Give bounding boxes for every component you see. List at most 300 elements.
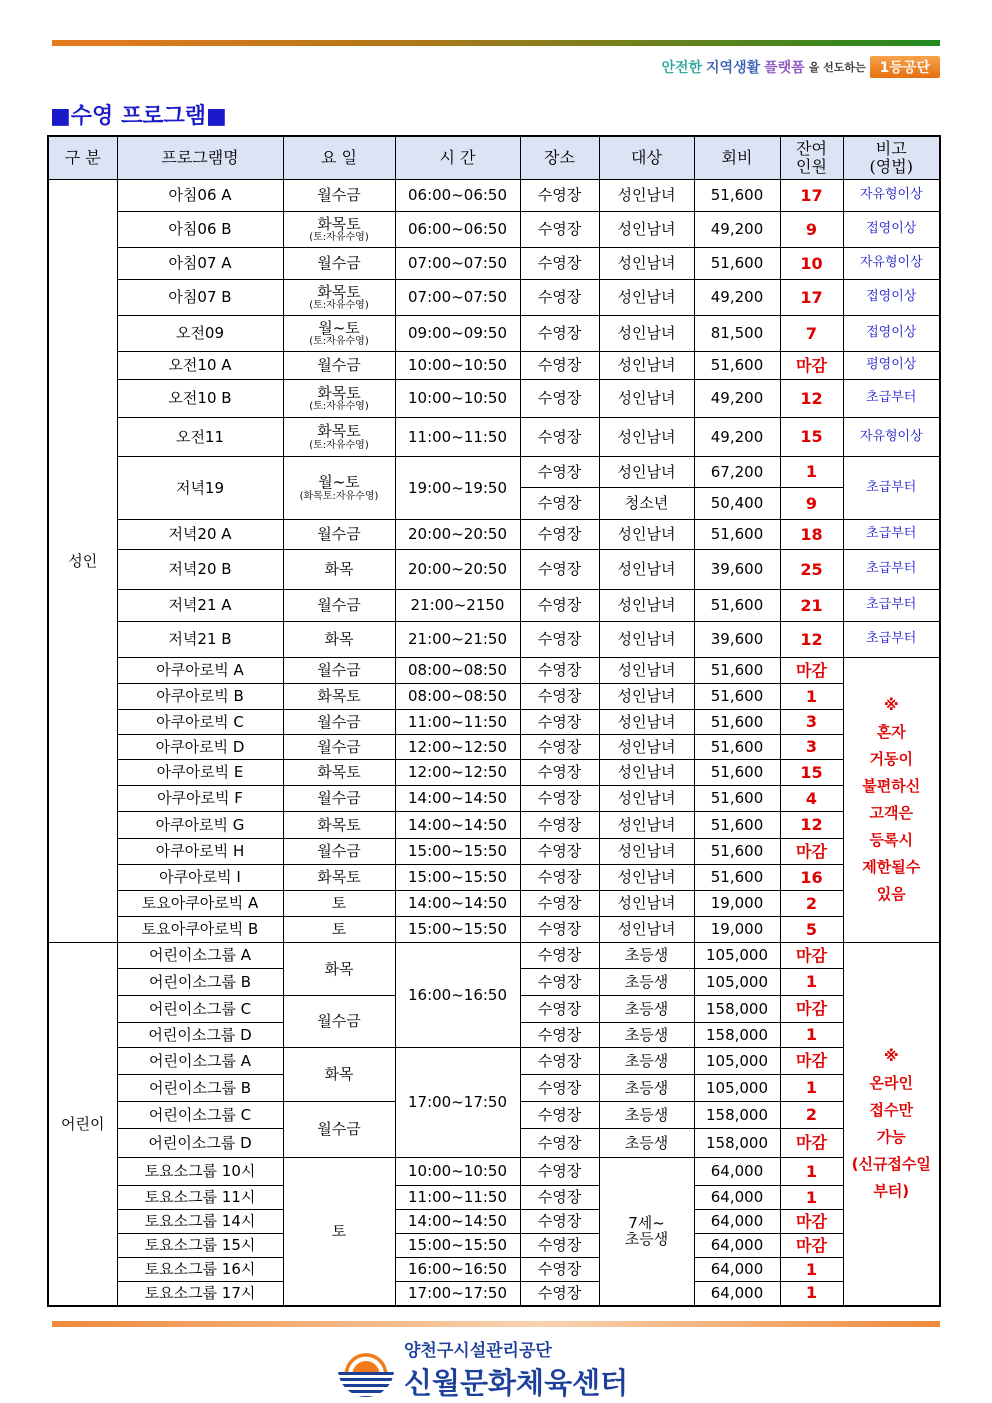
organization-name: 양천구시설관리공단 [404,1341,552,1361]
table-cell [780,212,843,248]
table-cell: 성인남녀 [599,760,694,786]
table-cell: 64,000 [694,1234,780,1258]
table-cell: 아쿠아로빅 E [117,760,283,786]
table-cell: 수영장 [520,212,599,248]
table-cell: 수영장 [520,969,599,996]
cell-text: 초급부터 [866,631,917,647]
cell-text: 12 [800,388,823,408]
cell-text: 17:00~17:50 [407,1093,508,1112]
table-cell: 20:00~20:50 [395,550,520,590]
table-cell: 아쿠아로빅 C [117,710,283,735]
cell-text: 월~토 [318,473,360,492]
table-cell: 성인남녀 [599,380,694,418]
cell-text: 화목토 [317,282,361,301]
table-cell: 저녁21 A [117,590,283,622]
column-header: 장소 [520,136,599,180]
table-cell [780,812,843,839]
table-cell: 성인남녀 [599,550,694,590]
table-cell [780,1282,843,1306]
table-cell [780,891,843,917]
table-cell [780,488,843,520]
cell-text: 2 [805,893,818,913]
table-cell: 39,600 [694,622,780,658]
table-cell: 수영장 [520,1102,599,1129]
table-cell: 14:00~14:50 [395,891,520,917]
table-cell: 초등생 [599,1102,694,1129]
cell-text: 5 [805,919,818,939]
table-cell: 64,000 [694,1158,780,1186]
table-cell: 수영장 [520,352,599,380]
column-header: 요 일 [283,136,395,180]
table-cell: 10:00~10:50 [395,1158,520,1186]
table-row [48,1282,940,1306]
table-row [48,248,940,280]
table-cell: 화목토 [283,865,395,891]
table-cell: 화목토 [283,684,395,710]
table-cell: 51,600 [694,710,780,735]
table-row [48,1258,940,1282]
table-cell: 월수금 [283,248,395,280]
cell-note: (토:자유수영) [309,401,369,413]
cell-note: (토:자유수영) [309,439,369,451]
table-cell: 15:00~15:50 [395,839,520,865]
table-cell [780,1048,843,1075]
table-cell [780,1210,843,1234]
table-cell: 수영장 [520,550,599,590]
table-cell [780,1234,843,1258]
top-divider [52,40,940,46]
cell-note: (토:자유수영) [309,336,369,348]
table-cell: 수영장 [520,1158,599,1186]
cell-text: 2 [805,1105,818,1125]
table-cell: 10:00~10:50 [395,352,520,380]
table-cell: 아침06 A [117,180,283,212]
table-cell: 수영장 [520,1234,599,1258]
table-cell: 14:00~14:50 [395,812,520,839]
cell-text: 마감 [796,999,827,1019]
cell-text: 월~토 [318,318,360,337]
table-cell [283,280,395,316]
cell-text: 화목 [324,1065,354,1084]
column-header: 비고 (영법) [843,136,940,180]
table-cell: 수영장 [520,590,599,622]
table-cell: 17:00~17:50 [395,1282,520,1306]
table-cell [283,996,395,1048]
table-cell [780,735,843,760]
table-cell: 아쿠아로빅 I [117,865,283,891]
table-row [48,520,940,550]
table-cell: 50,400 [694,488,780,520]
cell-text: 7 [805,323,818,343]
table-cell: 화목 [283,550,395,590]
table-cell: 초등생 [599,1075,694,1102]
cell-note: (화목토:자유수영) [299,490,379,502]
table-cell: 21:00~2150 [395,590,520,622]
slogan-banner [661,56,940,78]
table-cell: 아쿠아로빅 G [117,812,283,839]
slogan-part: 안전한 [661,60,703,76]
table-row [48,917,940,943]
table-cell: 12:00~12:50 [395,735,520,760]
table-cell: 51,600 [694,865,780,891]
table-cell: 성인남녀 [599,735,694,760]
table-cell: 51,600 [694,760,780,786]
table-cell [283,1158,395,1306]
table-row [48,1210,940,1234]
table-cell: 49,200 [694,280,780,316]
slogan-part: 을 선도하는 [808,61,866,74]
cell-text: 16:00~16:50 [407,985,508,1004]
table-row [48,457,940,488]
table-cell: 수영장 [520,520,599,550]
table-cell: 158,000 [694,1102,780,1129]
cell-text: 9 [805,493,818,513]
table-cell: 51,600 [694,812,780,839]
table-cell [843,590,940,622]
cell-note: (토:자유수영) [309,300,369,312]
table-cell [843,380,940,418]
cell-text: 12 [800,815,823,835]
table-cell: 수영장 [520,457,599,488]
table-row [48,865,940,891]
table-cell [843,550,940,590]
table-cell [395,457,520,520]
table-cell [780,658,843,684]
table-cell: 21:00~21:50 [395,622,520,658]
cell-text: 1 [805,462,818,482]
cell-text: 1 [805,972,818,992]
table-cell: 수영장 [520,839,599,865]
table-cell [843,658,940,943]
table-row [48,812,940,839]
table-cell: 수영장 [520,917,599,943]
table-cell: 07:00~07:50 [395,248,520,280]
table-cell: 15:00~15:50 [395,917,520,943]
cell-text: 화목토 [317,214,361,233]
cell-text: 16 [800,867,823,887]
table-row [48,280,940,316]
table-row [48,1234,940,1258]
table-cell: 수영장 [520,735,599,760]
table-row [48,316,940,352]
table-header-row [48,136,940,180]
table-cell: 토 [283,891,395,917]
table-cell: 성인남녀 [599,457,694,488]
table-cell: 수영장 [520,1048,599,1075]
table-cell: 수영장 [520,1282,599,1306]
cell-text: 평영이상 [866,357,917,373]
table-cell: 성인남녀 [599,316,694,352]
table-cell: 성인남녀 [599,865,694,891]
table-cell: 성인남녀 [599,520,694,550]
table-row [48,943,940,969]
table-cell: 14:00~14:50 [395,1210,520,1234]
table-cell: 오전10 A [117,352,283,380]
table-cell [843,457,940,520]
table-cell [283,316,395,352]
table-cell: 성인남녀 [599,180,694,212]
table-cell: 수영장 [520,865,599,891]
table-row [48,418,940,457]
table-cell: 105,000 [694,943,780,969]
cell-text: 1 [805,1259,818,1279]
cell-text: 초급부터 [866,561,917,577]
table-cell [843,520,940,550]
table-cell: 월수금 [283,786,395,812]
cell-text: 4 [805,788,818,808]
table-cell: 158,000 [694,996,780,1023]
table-cell: 저녁21 B [117,622,283,658]
table-cell: 아쿠아로빅 H [117,839,283,865]
cell-text: 마감 [796,355,827,375]
cell-text: 9 [805,219,818,239]
table-cell: 11:00~11:50 [395,418,520,457]
table-cell [780,996,843,1023]
table-cell: 수영장 [520,996,599,1023]
table-cell [780,1102,843,1129]
cell-note: (토:자유수영) [309,232,369,244]
table-cell: 수영장 [520,622,599,658]
table-cell [780,457,843,488]
cell-text: 1 [805,1025,818,1045]
cell-text: 저녁19 [175,478,225,497]
cell-text: 17 [800,185,823,205]
table-cell: 수영장 [520,380,599,418]
table-cell: 토요소그룹 11시 [117,1186,283,1210]
table-cell [395,1048,520,1158]
table-cell [780,1075,843,1102]
table-cell: 토요소그룹 14시 [117,1210,283,1234]
table-cell: 오전10 B [117,380,283,418]
table-cell: 성인남녀 [599,212,694,248]
table-row [48,786,940,812]
table-cell: 성인남녀 [599,917,694,943]
cell-text: 15 [800,427,823,447]
table-cell [843,212,940,248]
table-row [48,710,940,735]
table-cell: 수영장 [520,1023,599,1048]
table-cell: 51,600 [694,248,780,280]
table-cell: 초등생 [599,1129,694,1158]
table-cell: 초등생 [599,996,694,1023]
cell-text: ※ 혼자 거동이 불편하신 고객은 등록시 제한될수 있음 [862,696,921,903]
cell-text: 7세~ 초등생 [624,1213,669,1249]
table-cell [843,352,940,380]
table-cell: 어린이소그룹 D [117,1129,283,1158]
table-cell [780,180,843,212]
table-cell [48,943,117,1306]
table-cell: 성인남녀 [599,248,694,280]
table-cell: 어린이소그룹 B [117,969,283,996]
table-row [48,622,940,658]
table-cell: 수영장 [520,418,599,457]
table-cell: 월수금 [283,352,395,380]
table-cell: 오전09 [117,316,283,352]
center-name: 신월문화체육센터 [404,1366,629,1400]
swim-program-table [47,135,941,1307]
column-header: 회비 [694,136,780,180]
cell-text: 어린이 [61,1114,105,1133]
table-cell: 수영장 [520,658,599,684]
table-cell: 어린이소그룹 C [117,1102,283,1129]
table-cell [283,1048,395,1102]
table-cell: 초등생 [599,969,694,996]
cell-text: 15 [800,762,823,782]
cell-text: 1 [805,1187,818,1207]
table-cell: 월수금 [283,658,395,684]
table-row [48,180,940,212]
table-cell: 06:00~06:50 [395,212,520,248]
table-cell: 10:00~10:50 [395,380,520,418]
table-cell [780,943,843,969]
cell-text: 19:00~19:50 [407,478,508,497]
table-cell [599,1158,694,1306]
table-cell: 아쿠아로빅 B [117,684,283,710]
table-cell: 토요아쿠아로빅 B [117,917,283,943]
table-cell: 어린이소그룹 A [117,943,283,969]
cell-text: 18 [800,524,823,544]
table-cell [780,865,843,891]
table-cell: 토 [283,917,395,943]
cell-text: 3 [805,737,818,757]
table-cell: 초등생 [599,943,694,969]
table-cell: 수영장 [520,891,599,917]
table-cell: 15:00~15:50 [395,1234,520,1258]
table-cell [780,1186,843,1210]
table-cell: 아쿠아로빅 D [117,735,283,760]
cell-text: 10 [800,253,823,273]
table-cell [843,418,940,457]
table-cell [843,943,940,1306]
table-cell: 성인남녀 [599,710,694,735]
table-cell: 51,600 [694,684,780,710]
cell-text: 마감 [796,1133,827,1153]
table-cell: 수영장 [520,1186,599,1210]
column-header: 잔여 인원 [780,136,843,180]
table-cell [117,457,283,520]
table-row [48,352,940,380]
cell-text: 3 [805,712,818,732]
table-cell: 어린이소그룹 B [117,1075,283,1102]
table-cell: 성인남녀 [599,418,694,457]
table-cell: 성인남녀 [599,891,694,917]
table-cell: 수영장 [520,1129,599,1158]
table-cell: 성인남녀 [599,280,694,316]
table-cell [780,839,843,865]
table-cell: 아침07 A [117,248,283,280]
cell-text: 17 [800,287,823,307]
table-cell [780,1129,843,1158]
table-cell: 105,000 [694,969,780,996]
slogan-badge: 1등공단 [870,56,940,78]
column-header: 구 분 [48,136,117,180]
column-header: 시 간 [395,136,520,180]
table-row [48,891,940,917]
table-cell: 51,600 [694,839,780,865]
table-cell: 수영장 [520,812,599,839]
table-cell: 화목토 [283,812,395,839]
table-cell [780,380,843,418]
table-cell: 64,000 [694,1258,780,1282]
table-cell [780,969,843,996]
table-cell [843,280,940,316]
table-cell: 08:00~08:50 [395,658,520,684]
table-cell: 초등생 [599,1048,694,1075]
table-cell: 64,000 [694,1210,780,1234]
table-cell: 성인남녀 [599,812,694,839]
table-cell: 토요소그룹 15시 [117,1234,283,1258]
slogan-part: 지역생활 [706,60,761,76]
table-cell: 성인남녀 [599,786,694,812]
table-cell: 아침06 B [117,212,283,248]
table-cell [780,280,843,316]
table-cell: 저녁20 B [117,550,283,590]
table-row [48,212,940,248]
table-cell: 수영장 [520,316,599,352]
table-cell [48,180,117,943]
table-cell [780,418,843,457]
table-cell: 09:00~09:50 [395,316,520,352]
table-row [48,658,940,684]
table-cell [780,1258,843,1282]
table-cell: 성인남녀 [599,622,694,658]
table-cell [780,917,843,943]
table-cell: 64,000 [694,1282,780,1306]
cell-text: 초급부터 [866,597,917,613]
table-cell: 19,000 [694,917,780,943]
table-cell: 수영장 [520,180,599,212]
table-cell [780,590,843,622]
cell-text: 21 [800,595,823,615]
table-row [48,590,940,622]
table-cell: 수영장 [520,280,599,316]
page-title: ■수영 프로그램■ [50,104,227,129]
table-cell: 수영장 [520,710,599,735]
table-cell: 11:00~11:50 [395,1186,520,1210]
table-cell [283,1102,395,1158]
table-row [48,550,940,590]
table-cell: 수영장 [520,1075,599,1102]
table-cell [283,212,395,248]
table-cell: 성인남녀 [599,839,694,865]
table-cell: 초등생 [599,1023,694,1048]
cell-text: 월수금 [317,1120,361,1139]
table-cell: 청소년 [599,488,694,520]
cell-text: 마감 [796,1211,827,1231]
table-cell [395,943,520,1048]
table-cell: 월수금 [283,520,395,550]
cell-text: 1 [805,686,818,706]
table-cell: 20:00~20:50 [395,520,520,550]
table-cell: 158,000 [694,1023,780,1048]
table-cell [780,352,843,380]
sun-wave-logo-icon [338,1341,394,1397]
bottom-divider [52,1321,940,1327]
table-cell [780,710,843,735]
table-cell [780,1158,843,1186]
table-cell: 14:00~14:50 [395,786,520,812]
table-cell: 저녁20 A [117,520,283,550]
cell-text: 마감 [796,1051,827,1071]
table-cell: 08:00~08:50 [395,684,520,710]
table-cell [843,180,940,212]
table-row [48,684,940,710]
table-cell: 토요소그룹 10시 [117,1158,283,1186]
cell-text: 25 [800,559,823,579]
table-cell: 수영장 [520,684,599,710]
table-cell: 158,000 [694,1129,780,1158]
table-cell: 성인남녀 [599,352,694,380]
